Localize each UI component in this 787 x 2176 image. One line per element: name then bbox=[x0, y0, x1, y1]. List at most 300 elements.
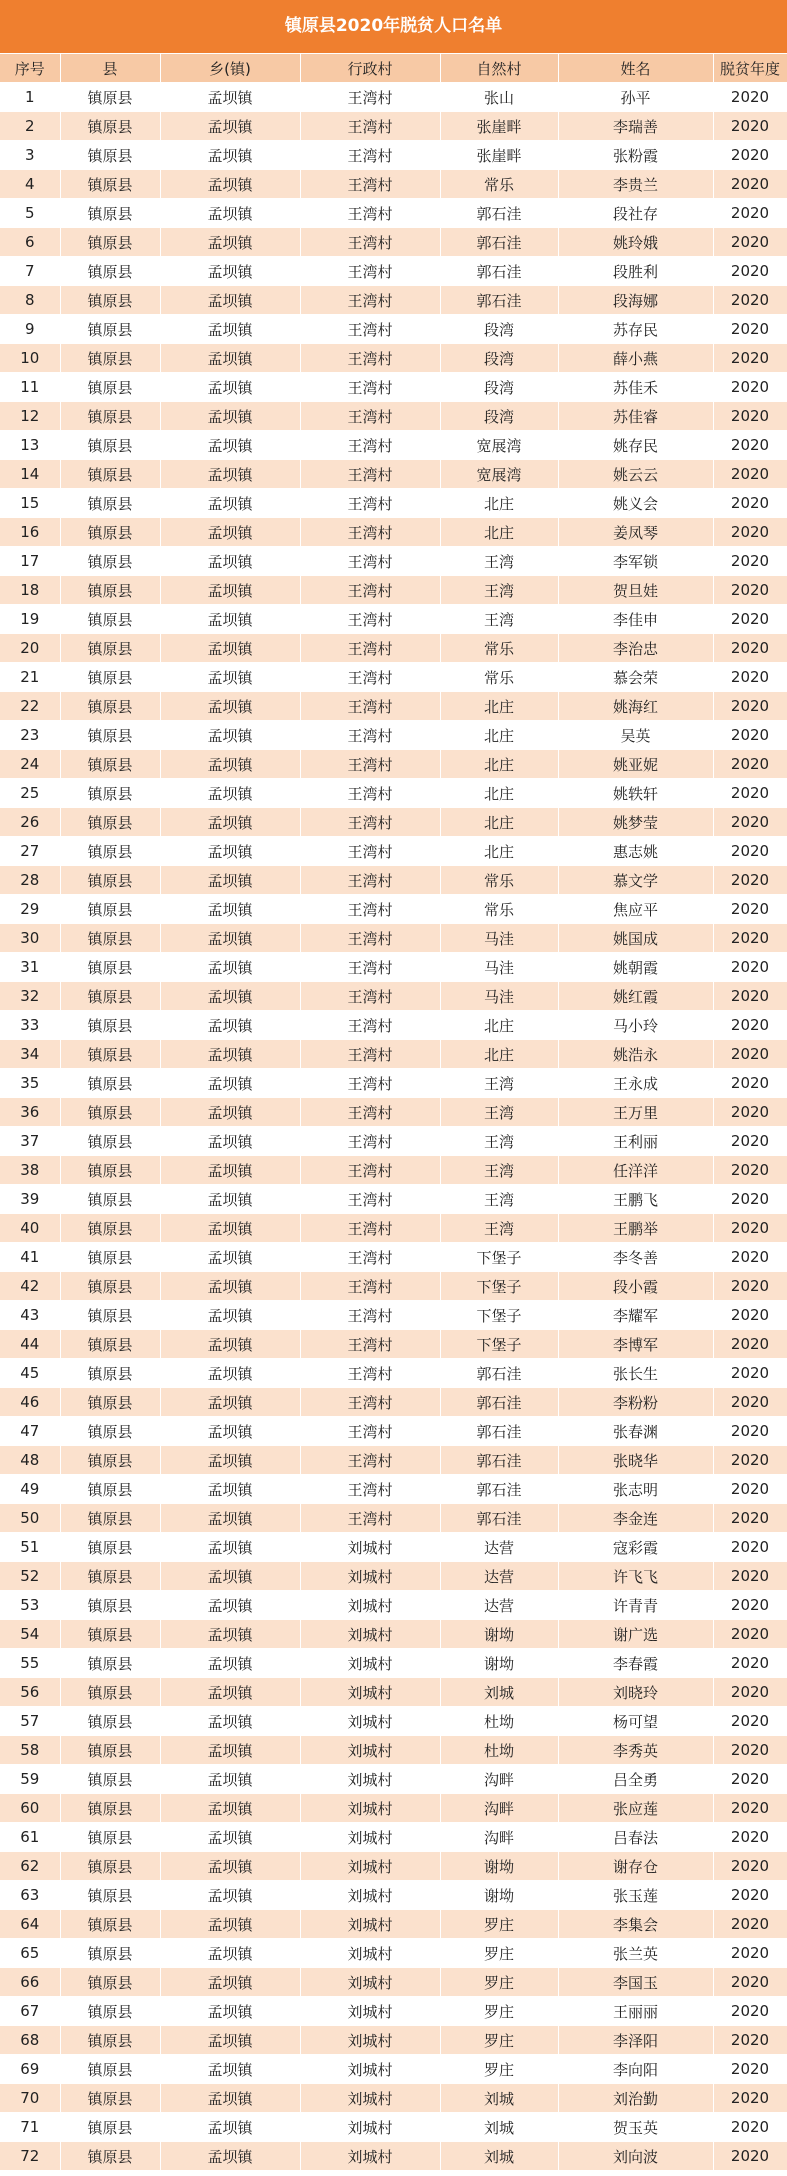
table-row bbox=[0, 1475, 787, 1504]
cell-year: 2020 bbox=[713, 402, 787, 431]
cell-year: 2020 bbox=[713, 1417, 787, 1446]
cell-admin-village: 王湾村 bbox=[300, 199, 440, 228]
cell-county: 镇原县 bbox=[60, 1562, 160, 1591]
cell-county: 镇原县 bbox=[60, 1446, 160, 1475]
cell-year: 2020 bbox=[713, 2142, 787, 2171]
cell-natural-village: 北庄 bbox=[440, 779, 558, 808]
cell-index: 12 bbox=[0, 402, 60, 431]
cell-year: 2020 bbox=[713, 2113, 787, 2142]
cell-name: 吴英 bbox=[558, 721, 713, 750]
cell-index: 22 bbox=[0, 692, 60, 721]
cell-year: 2020 bbox=[713, 808, 787, 837]
table-row bbox=[0, 1533, 787, 1562]
cell-natural-village: 张崖畔 bbox=[440, 141, 558, 170]
table-row bbox=[0, 344, 787, 373]
cell-natural-village: 北庄 bbox=[440, 1040, 558, 1069]
cell-name: 马小玲 bbox=[558, 1011, 713, 1040]
cell-county: 镇原县 bbox=[60, 1707, 160, 1736]
cell-name: 刘治勤 bbox=[558, 2084, 713, 2113]
table-row bbox=[0, 1330, 787, 1359]
cell-natural-village: 郭石洼 bbox=[440, 257, 558, 286]
cell-township: 孟坝镇 bbox=[160, 1997, 300, 2026]
cell-natural-village: 下堡子 bbox=[440, 1272, 558, 1301]
cell-admin-village: 王湾村 bbox=[300, 1214, 440, 1243]
cell-name: 刘晓玲 bbox=[558, 1678, 713, 1707]
table-row bbox=[0, 663, 787, 692]
cell-township: 孟坝镇 bbox=[160, 2055, 300, 2084]
cell-index: 16 bbox=[0, 518, 60, 547]
header-admin-village: 行政村 bbox=[300, 54, 440, 83]
cell-admin-village: 王湾村 bbox=[300, 1243, 440, 1272]
cell-index: 18 bbox=[0, 576, 60, 605]
cell-admin-village: 王湾村 bbox=[300, 141, 440, 170]
cell-county: 镇原县 bbox=[60, 344, 160, 373]
cell-township: 孟坝镇 bbox=[160, 1098, 300, 1127]
cell-county: 镇原县 bbox=[60, 1533, 160, 1562]
cell-county: 镇原县 bbox=[60, 373, 160, 402]
table-row bbox=[0, 866, 787, 895]
cell-natural-village: 王湾 bbox=[440, 1214, 558, 1243]
cell-index: 4 bbox=[0, 170, 60, 199]
cell-name: 段海娜 bbox=[558, 286, 713, 315]
cell-year: 2020 bbox=[713, 373, 787, 402]
cell-year: 2020 bbox=[713, 83, 787, 112]
cell-index: 49 bbox=[0, 1475, 60, 1504]
cell-township: 孟坝镇 bbox=[160, 2084, 300, 2113]
cell-county: 镇原县 bbox=[60, 2026, 160, 2055]
cell-admin-village: 王湾村 bbox=[300, 953, 440, 982]
cell-natural-village: 北庄 bbox=[440, 692, 558, 721]
cell-natural-village: 罗庄 bbox=[440, 1968, 558, 1997]
table-row bbox=[0, 2026, 787, 2055]
cell-index: 27 bbox=[0, 837, 60, 866]
cell-admin-village: 刘城村 bbox=[300, 2055, 440, 2084]
table-row bbox=[0, 1852, 787, 1881]
cell-index: 46 bbox=[0, 1388, 60, 1417]
cell-name: 姚红霞 bbox=[558, 982, 713, 1011]
cell-admin-village: 王湾村 bbox=[300, 1272, 440, 1301]
header-year: 脱贫年度 bbox=[713, 54, 787, 83]
cell-natural-village: 王湾 bbox=[440, 1185, 558, 1214]
cell-natural-village: 常乐 bbox=[440, 895, 558, 924]
cell-index: 21 bbox=[0, 663, 60, 692]
cell-year: 2020 bbox=[713, 1823, 787, 1852]
table-row bbox=[0, 1156, 787, 1185]
cell-township: 孟坝镇 bbox=[160, 170, 300, 199]
cell-index: 19 bbox=[0, 605, 60, 634]
cell-year: 2020 bbox=[713, 1852, 787, 1881]
cell-county: 镇原县 bbox=[60, 1910, 160, 1939]
cell-township: 孟坝镇 bbox=[160, 1504, 300, 1533]
cell-natural-village: 马洼 bbox=[440, 982, 558, 1011]
cell-natural-village: 马洼 bbox=[440, 924, 558, 953]
table-row bbox=[0, 373, 787, 402]
cell-name: 刘向波 bbox=[558, 2142, 713, 2171]
cell-name: 段胜利 bbox=[558, 257, 713, 286]
cell-name: 焦应平 bbox=[558, 895, 713, 924]
cell-natural-village: 达营 bbox=[440, 1562, 558, 1591]
cell-admin-village: 王湾村 bbox=[300, 344, 440, 373]
cell-index: 36 bbox=[0, 1098, 60, 1127]
cell-admin-village: 王湾村 bbox=[300, 808, 440, 837]
cell-year: 2020 bbox=[713, 1446, 787, 1475]
cell-county: 镇原县 bbox=[60, 576, 160, 605]
cell-admin-village: 刘城村 bbox=[300, 1591, 440, 1620]
cell-index: 72 bbox=[0, 2142, 60, 2171]
cell-county: 镇原县 bbox=[60, 1852, 160, 1881]
cell-index: 57 bbox=[0, 1707, 60, 1736]
table-body bbox=[0, 83, 787, 2171]
cell-index: 58 bbox=[0, 1736, 60, 1765]
cell-name: 张兰英 bbox=[558, 1939, 713, 1968]
cell-natural-village: 刘城 bbox=[440, 2113, 558, 2142]
cell-township: 孟坝镇 bbox=[160, 1562, 300, 1591]
header-township: 乡(镇) bbox=[160, 54, 300, 83]
cell-natural-village: 常乐 bbox=[440, 663, 558, 692]
table-row bbox=[0, 2084, 787, 2113]
cell-county: 镇原县 bbox=[60, 1939, 160, 1968]
cell-township: 孟坝镇 bbox=[160, 1794, 300, 1823]
cell-natural-village: 谢坳 bbox=[440, 1852, 558, 1881]
cell-name: 慕会荣 bbox=[558, 663, 713, 692]
cell-township: 孟坝镇 bbox=[160, 257, 300, 286]
cell-admin-village: 王湾村 bbox=[300, 1504, 440, 1533]
cell-year: 2020 bbox=[713, 1011, 787, 1040]
cell-admin-village: 刘城村 bbox=[300, 1910, 440, 1939]
cell-natural-village: 王湾 bbox=[440, 547, 558, 576]
cell-county: 镇原县 bbox=[60, 170, 160, 199]
table-row bbox=[0, 112, 787, 141]
cell-index: 30 bbox=[0, 924, 60, 953]
cell-year: 2020 bbox=[713, 344, 787, 373]
cell-county: 镇原县 bbox=[60, 1185, 160, 1214]
cell-township: 孟坝镇 bbox=[160, 953, 300, 982]
cell-name: 许飞飞 bbox=[558, 1562, 713, 1591]
cell-year: 2020 bbox=[713, 1504, 787, 1533]
cell-admin-village: 刘城村 bbox=[300, 1736, 440, 1765]
cell-name: 李金连 bbox=[558, 1504, 713, 1533]
table-row bbox=[0, 692, 787, 721]
cell-index: 40 bbox=[0, 1214, 60, 1243]
cell-township: 孟坝镇 bbox=[160, 431, 300, 460]
table-row bbox=[0, 1040, 787, 1069]
cell-natural-village: 常乐 bbox=[440, 170, 558, 199]
cell-index: 10 bbox=[0, 344, 60, 373]
table-row bbox=[0, 808, 787, 837]
cell-name: 李秀英 bbox=[558, 1736, 713, 1765]
table-row bbox=[0, 286, 787, 315]
cell-admin-village: 王湾村 bbox=[300, 605, 440, 634]
cell-year: 2020 bbox=[713, 2055, 787, 2084]
cell-index: 70 bbox=[0, 2084, 60, 2113]
cell-county: 镇原县 bbox=[60, 2084, 160, 2113]
cell-county: 镇原县 bbox=[60, 808, 160, 837]
table-row bbox=[0, 1359, 787, 1388]
cell-natural-village: 马洼 bbox=[440, 953, 558, 982]
cell-year: 2020 bbox=[713, 1243, 787, 1272]
cell-county: 镇原县 bbox=[60, 199, 160, 228]
cell-admin-village: 刘城村 bbox=[300, 1794, 440, 1823]
cell-natural-village: 王湾 bbox=[440, 1069, 558, 1098]
cell-admin-village: 王湾村 bbox=[300, 634, 440, 663]
cell-admin-village: 刘城村 bbox=[300, 2113, 440, 2142]
table-row bbox=[0, 953, 787, 982]
cell-name: 姚义会 bbox=[558, 489, 713, 518]
cell-year: 2020 bbox=[713, 1098, 787, 1127]
cell-natural-village: 下堡子 bbox=[440, 1243, 558, 1272]
cell-name: 李耀军 bbox=[558, 1301, 713, 1330]
table-row bbox=[0, 1446, 787, 1475]
cell-year: 2020 bbox=[713, 1736, 787, 1765]
cell-name: 杨可望 bbox=[558, 1707, 713, 1736]
table-row bbox=[0, 2142, 787, 2171]
cell-county: 镇原县 bbox=[60, 924, 160, 953]
cell-admin-village: 王湾村 bbox=[300, 1301, 440, 1330]
cell-index: 67 bbox=[0, 1997, 60, 2026]
cell-name: 王丽丽 bbox=[558, 1997, 713, 2026]
cell-index: 3 bbox=[0, 141, 60, 170]
cell-county: 镇原县 bbox=[60, 663, 160, 692]
cell-admin-village: 王湾村 bbox=[300, 1098, 440, 1127]
table-row bbox=[0, 1562, 787, 1591]
cell-year: 2020 bbox=[713, 953, 787, 982]
cell-name: 李国玉 bbox=[558, 1968, 713, 1997]
table-row bbox=[0, 1214, 787, 1243]
cell-natural-village: 郭石洼 bbox=[440, 1359, 558, 1388]
header-natural-village: 自然村 bbox=[440, 54, 558, 83]
cell-year: 2020 bbox=[713, 1707, 787, 1736]
cell-year: 2020 bbox=[713, 779, 787, 808]
cell-name: 王鹏飞 bbox=[558, 1185, 713, 1214]
cell-index: 14 bbox=[0, 460, 60, 489]
cell-name: 谢广选 bbox=[558, 1620, 713, 1649]
table-row bbox=[0, 141, 787, 170]
cell-name: 苏佳禾 bbox=[558, 373, 713, 402]
cell-natural-village: 段湾 bbox=[440, 344, 558, 373]
cell-natural-village: 谢坳 bbox=[440, 1649, 558, 1678]
cell-year: 2020 bbox=[713, 1997, 787, 2026]
cell-index: 54 bbox=[0, 1620, 60, 1649]
cell-township: 孟坝镇 bbox=[160, 141, 300, 170]
cell-township: 孟坝镇 bbox=[160, 373, 300, 402]
cell-admin-village: 王湾村 bbox=[300, 373, 440, 402]
cell-county: 镇原县 bbox=[60, 1388, 160, 1417]
cell-index: 24 bbox=[0, 750, 60, 779]
cell-index: 17 bbox=[0, 547, 60, 576]
cell-admin-village: 刘城村 bbox=[300, 1823, 440, 1852]
cell-year: 2020 bbox=[713, 518, 787, 547]
cell-county: 镇原县 bbox=[60, 1765, 160, 1794]
cell-name: 姚国成 bbox=[558, 924, 713, 953]
cell-year: 2020 bbox=[713, 1069, 787, 1098]
cell-natural-village: 北庄 bbox=[440, 1011, 558, 1040]
cell-natural-village: 常乐 bbox=[440, 634, 558, 663]
cell-township: 孟坝镇 bbox=[160, 1011, 300, 1040]
cell-name: 吕春法 bbox=[558, 1823, 713, 1852]
cell-name: 姜凤琴 bbox=[558, 518, 713, 547]
cell-name: 苏存民 bbox=[558, 315, 713, 344]
table-row bbox=[0, 1301, 787, 1330]
cell-index: 47 bbox=[0, 1417, 60, 1446]
cell-natural-village: 王湾 bbox=[440, 1127, 558, 1156]
cell-township: 孟坝镇 bbox=[160, 1214, 300, 1243]
cell-township: 孟坝镇 bbox=[160, 402, 300, 431]
cell-county: 镇原县 bbox=[60, 692, 160, 721]
cell-name: 惠志姚 bbox=[558, 837, 713, 866]
cell-index: 7 bbox=[0, 257, 60, 286]
cell-admin-village: 王湾村 bbox=[300, 750, 440, 779]
cell-county: 镇原县 bbox=[60, 2113, 160, 2142]
cell-index: 62 bbox=[0, 1852, 60, 1881]
cell-admin-village: 王湾村 bbox=[300, 1417, 440, 1446]
cell-natural-village: 张崖畔 bbox=[440, 112, 558, 141]
cell-index: 68 bbox=[0, 2026, 60, 2055]
table-row bbox=[0, 1707, 787, 1736]
cell-name: 张晓华 bbox=[558, 1446, 713, 1475]
cell-name: 张应莲 bbox=[558, 1794, 713, 1823]
cell-year: 2020 bbox=[713, 1214, 787, 1243]
cell-county: 镇原县 bbox=[60, 1649, 160, 1678]
cell-county: 镇原县 bbox=[60, 1794, 160, 1823]
cell-admin-village: 刘城村 bbox=[300, 1707, 440, 1736]
cell-county: 镇原县 bbox=[60, 1997, 160, 2026]
cell-county: 镇原县 bbox=[60, 1881, 160, 1910]
cell-township: 孟坝镇 bbox=[160, 286, 300, 315]
cell-admin-village: 王湾村 bbox=[300, 1388, 440, 1417]
cell-year: 2020 bbox=[713, 605, 787, 634]
cell-name: 李博军 bbox=[558, 1330, 713, 1359]
cell-year: 2020 bbox=[713, 489, 787, 518]
cell-year: 2020 bbox=[713, 1040, 787, 1069]
cell-index: 39 bbox=[0, 1185, 60, 1214]
cell-natural-village: 王湾 bbox=[440, 576, 558, 605]
table-row bbox=[0, 1939, 787, 1968]
cell-natural-village: 罗庄 bbox=[440, 1910, 558, 1939]
cell-index: 53 bbox=[0, 1591, 60, 1620]
cell-natural-village: 达营 bbox=[440, 1591, 558, 1620]
cell-township: 孟坝镇 bbox=[160, 692, 300, 721]
table-title: 镇原县2020年脱贫人口名单 bbox=[0, 0, 787, 54]
cell-township: 孟坝镇 bbox=[160, 1765, 300, 1794]
cell-township: 孟坝镇 bbox=[160, 1707, 300, 1736]
cell-index: 6 bbox=[0, 228, 60, 257]
cell-township: 孟坝镇 bbox=[160, 1417, 300, 1446]
cell-township: 孟坝镇 bbox=[160, 1359, 300, 1388]
cell-natural-village: 郭石洼 bbox=[440, 199, 558, 228]
cell-year: 2020 bbox=[713, 634, 787, 663]
cell-county: 镇原县 bbox=[60, 721, 160, 750]
cell-index: 31 bbox=[0, 953, 60, 982]
cell-natural-village: 罗庄 bbox=[440, 1997, 558, 2026]
cell-year: 2020 bbox=[713, 1968, 787, 1997]
cell-county: 镇原县 bbox=[60, 402, 160, 431]
cell-index: 35 bbox=[0, 1069, 60, 1098]
cell-admin-village: 王湾村 bbox=[300, 895, 440, 924]
cell-natural-village: 王湾 bbox=[440, 605, 558, 634]
cell-natural-village: 刘城 bbox=[440, 2084, 558, 2113]
table-row bbox=[0, 257, 787, 286]
cell-natural-village: 谢坳 bbox=[440, 1881, 558, 1910]
cell-index: 5 bbox=[0, 199, 60, 228]
cell-township: 孟坝镇 bbox=[160, 1968, 300, 1997]
table-row bbox=[0, 634, 787, 663]
cell-name: 张志明 bbox=[558, 1475, 713, 1504]
cell-county: 镇原县 bbox=[60, 1069, 160, 1098]
cell-natural-village: 杜坳 bbox=[440, 1707, 558, 1736]
cell-admin-village: 王湾村 bbox=[300, 866, 440, 895]
cell-township: 孟坝镇 bbox=[160, 605, 300, 634]
cell-admin-village: 王湾村 bbox=[300, 431, 440, 460]
cell-county: 镇原县 bbox=[60, 2055, 160, 2084]
cell-township: 孟坝镇 bbox=[160, 1040, 300, 1069]
cell-name: 段小霞 bbox=[558, 1272, 713, 1301]
cell-year: 2020 bbox=[713, 663, 787, 692]
cell-county: 镇原县 bbox=[60, 1156, 160, 1185]
cell-index: 20 bbox=[0, 634, 60, 663]
cell-county: 镇原县 bbox=[60, 1127, 160, 1156]
cell-index: 61 bbox=[0, 1823, 60, 1852]
header-index: 序号 bbox=[0, 54, 60, 83]
cell-natural-village: 郭石洼 bbox=[440, 286, 558, 315]
table-row bbox=[0, 1823, 787, 1852]
cell-natural-village: 北庄 bbox=[440, 721, 558, 750]
cell-county: 镇原县 bbox=[60, 750, 160, 779]
cell-township: 孟坝镇 bbox=[160, 2026, 300, 2055]
cell-township: 孟坝镇 bbox=[160, 1620, 300, 1649]
table-row bbox=[0, 1649, 787, 1678]
cell-index: 23 bbox=[0, 721, 60, 750]
cell-natural-village: 下堡子 bbox=[440, 1301, 558, 1330]
cell-admin-village: 王湾村 bbox=[300, 576, 440, 605]
cell-admin-village: 王湾村 bbox=[300, 547, 440, 576]
cell-name: 王鹏举 bbox=[558, 1214, 713, 1243]
cell-township: 孟坝镇 bbox=[160, 1591, 300, 1620]
cell-admin-village: 王湾村 bbox=[300, 315, 440, 344]
cell-index: 32 bbox=[0, 982, 60, 1011]
cell-index: 25 bbox=[0, 779, 60, 808]
cell-county: 镇原县 bbox=[60, 547, 160, 576]
cell-county: 镇原县 bbox=[60, 1678, 160, 1707]
table-row bbox=[0, 1504, 787, 1533]
cell-name: 姚梦莹 bbox=[558, 808, 713, 837]
cell-county: 镇原县 bbox=[60, 1968, 160, 1997]
cell-index: 52 bbox=[0, 1562, 60, 1591]
cell-admin-village: 刘城村 bbox=[300, 2084, 440, 2113]
cell-admin-village: 王湾村 bbox=[300, 112, 440, 141]
cell-natural-village: 刘城 bbox=[440, 2142, 558, 2171]
cell-admin-village: 王湾村 bbox=[300, 1330, 440, 1359]
cell-admin-village: 王湾村 bbox=[300, 1185, 440, 1214]
table-row bbox=[0, 576, 787, 605]
cell-admin-village: 刘城村 bbox=[300, 1678, 440, 1707]
cell-natural-village: 郭石洼 bbox=[440, 228, 558, 257]
cell-name: 王永成 bbox=[558, 1069, 713, 1098]
cell-index: 8 bbox=[0, 286, 60, 315]
table-row bbox=[0, 518, 787, 547]
cell-county: 镇原县 bbox=[60, 286, 160, 315]
cell-township: 孟坝镇 bbox=[160, 1852, 300, 1881]
table-row bbox=[0, 895, 787, 924]
cell-admin-village: 刘城村 bbox=[300, 1649, 440, 1678]
cell-name: 姚海红 bbox=[558, 692, 713, 721]
cell-township: 孟坝镇 bbox=[160, 837, 300, 866]
cell-natural-village: 郭石洼 bbox=[440, 1475, 558, 1504]
cell-name: 寇彩霞 bbox=[558, 1533, 713, 1562]
table-row bbox=[0, 1272, 787, 1301]
cell-name: 姚云云 bbox=[558, 460, 713, 489]
cell-township: 孟坝镇 bbox=[160, 1649, 300, 1678]
cell-natural-village: 郭石洼 bbox=[440, 1417, 558, 1446]
